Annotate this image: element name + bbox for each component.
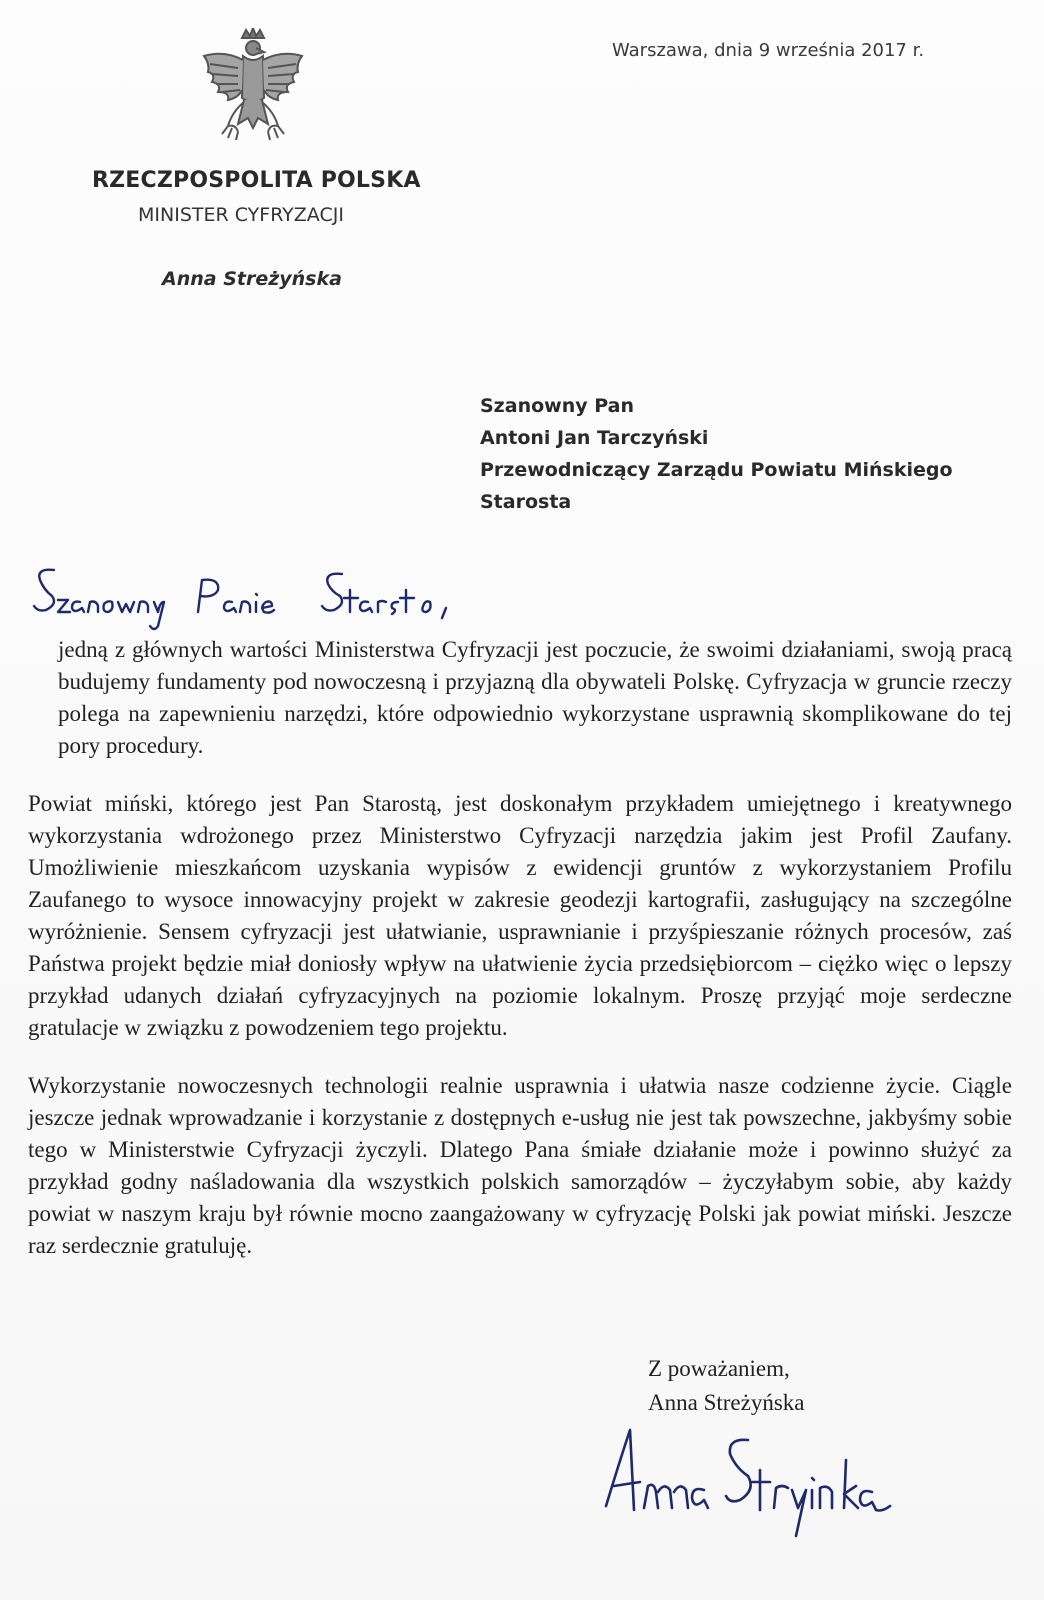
letter-body	[28, 634, 1012, 1262]
letter-date: Warszawa, dnia 9 września 2017 r.	[612, 40, 925, 61]
recipient-block	[480, 390, 953, 518]
closing-greeting: Z poważaniem,	[648, 1356, 790, 1381]
body-paragraph: jedną z głównych wartości Ministerstwa Cyfryzacji jest poczucie, że swoimi działaniami, swoją pracą budujemy fundamenty pod nowoczesną i przyjazną dla obywateli Polskę. Cyfryzacja w gruncie rzeczy polega na zapewnieniu narzędzi, które odpowiednio wykorzystane usprawnią skomplikowane do tej pory procedury.	[58, 637, 1012, 758]
recipient-line: Antoni Jan Tarczyński	[480, 427, 709, 449]
recipient-line: Szanowny Pan	[480, 395, 634, 417]
recipient-line: Starosta	[480, 491, 572, 513]
handwritten-salutation	[32, 560, 452, 640]
ministry-heading: MINISTER CYFRYZACJI	[138, 204, 344, 226]
body-paragraph: Wykorzystanie nowoczesnych technologii realnie usprawnia i ułatwia nasze codzienne życie. Ciągle jeszcze jednak wprowadzanie i korzystanie z dostępnych e-usług nie jest tak powszechne, jakbyśmy sobie tego w Ministerstwie Cyfryzacji życzyli. Dlatego Pana śmiałe działanie może i powinno służyć za przykład godny naśladowania dla wszystkich polskich samorządów – życzyłabym sobie, aby każdy powiat w naszym kraju był równie mocno zaangażowany w cyfryzację Polski jak powiat miński. Jeszcze raz serdecznie gratuluję.	[28, 1073, 1012, 1258]
recipient-line: Przewodniczący Zarządu Powiatu Mińskiego	[480, 459, 953, 481]
polish-eagle-emblem-icon	[198, 28, 308, 146]
closing-name: Anna Streżyńska	[648, 1390, 805, 1415]
body-paragraph: Powiat miński, którego jest Pan Starostą, jest doskonałym przykładem umiejętnego i kreatywnego wykorzystania wdrożonego przez Ministerstwo Cyfryzacji narzędzia jakim jest Profil Zaufany. Umożliwienie mieszkańcom uzyskania wypisów z ewidencji gruntów z wykorzystaniem Profilu Zaufanego to wysoce innowacyjny projekt w zakresie geodezji kartografii, zasługujący na szczególne wyróżnienie. Sensem cyfryzacji jest ułatwianie, usprawnianie i przyśpieszanie różnych procesów, zaś Państwa projekt będzie miał doniosły wpływ na ułatwienie życia przedsiębiorcom – ciężko więc o lepszy przykład udanych działań cyfryzacyjnych na poziomie lokalnym. Proszę przyjąć moje serdeczne gratulacje w związku z powodzeniem tego projektu.	[28, 791, 1012, 1040]
handwritten-signature	[600, 1420, 900, 1550]
closing-block	[648, 1352, 805, 1420]
minister-name: Anna Streżyńska	[162, 268, 342, 290]
country-heading: RZECZPOSPOLITA POLSKA	[92, 168, 421, 193]
